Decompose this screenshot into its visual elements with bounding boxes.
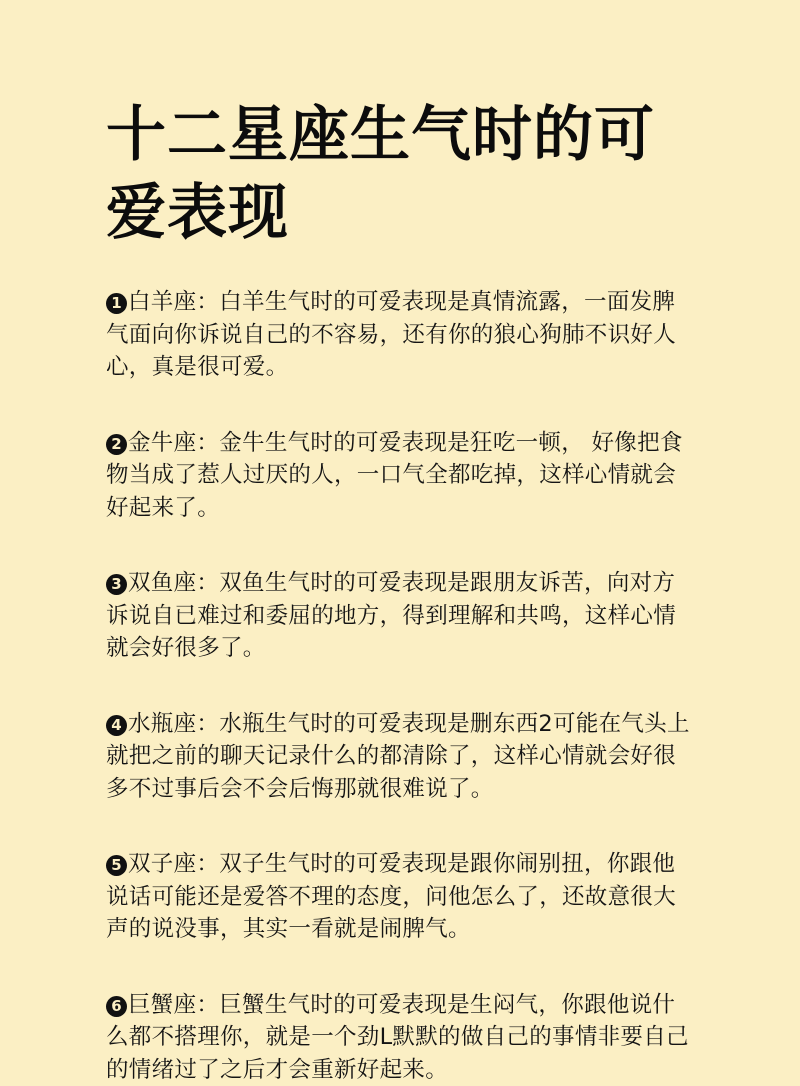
sign-name: 白羊座 (128, 289, 196, 315)
entry-aries: 1 白羊座：白羊生气时的可爱表现是真情流露，一面发脾气面向你诉说自己的不容易，还有你的狼心狗肺不识好人心，真是很可爱。 (106, 286, 690, 384)
entry-text: 金牛生气时的可爱表现是狂吃一顿， 好像把食物当成了惹人过厌的人，一口气全都吃掉，这样心情就会好起来了。 (106, 430, 683, 521)
number-badge: 2 (106, 434, 127, 455)
entry-text: 水瓶生气时的可爱表现是删东西2可能在气头上就把之前的聊天记录什么的都清除了，这样心情就会好很多不过事后会不会后悔那就很难说了。 (106, 711, 690, 802)
entry-text: 双子生气时的可爱表现是跟你闹别扭，你跟他说话可能还是爱答不理的态度，问他怎么了，还故意很大声的说没事，其实一看就是闹脾气。 (106, 851, 676, 942)
number-badge: 1 (106, 293, 127, 314)
sign-name: 巨蟹座 (128, 992, 196, 1018)
entry-cancer: 6 巨蟹座：巨蟹生气时的可爱表现是生闷气，你跟他说什么都不搭理你，就是一个劲L默默的做自己的事情非要自己的情绪过了之后才会重新好起来。 (106, 989, 690, 1086)
sign-name: 金牛座 (128, 430, 196, 456)
number-badge: 4 (106, 715, 127, 736)
entry-pisces: 3 双鱼座：双鱼生气时的可爱表现是跟朋友诉苦，向对方诉说自已难过和委屈的地方，得到理解和共鸣，这样心情就会好很多了。 (106, 567, 690, 665)
entry-taurus: 2 金牛座：金牛生气时的可爱表现是狂吃一顿， 好像把食物当成了惹人过厌的人，一口气全都吃掉，这样心情就会好起来了。 (106, 427, 690, 525)
sign-name: 水瓶座 (128, 711, 196, 737)
number-badge: 6 (106, 996, 127, 1017)
entry-text: 双鱼生气时的可爱表现是跟朋友诉苦，向对方诉说自已难过和委屈的地方，得到理解和共鸣，这样心情就会好很多了。 (106, 570, 676, 661)
sign-name: 双子座 (128, 851, 196, 877)
number-badge: 3 (106, 574, 127, 595)
entry-text: 巨蟹生气时的可爱表现是生闷气，你跟他说什么都不搭理你，就是一个劲L默默的做自己的事情非要自己的情绪过了之后才会重新好起来。 (106, 992, 689, 1083)
entry-gemini: 5 双子座：双子生气时的可爱表现是跟你闹别扭，你跟他说话可能还是爱答不理的态度，问他怎么了，还故意很大声的说没事，其实一看就是闹脾气。 (106, 848, 690, 946)
entry-text: 白羊生气时的可爱表现是真情流露，一面发脾气面向你诉说自己的不容易，还有你的狼心狗肺不识好人心，真是很可爱。 (106, 289, 676, 380)
page-title: 十二星座生气时的可爱表现 (106, 96, 690, 252)
entry-aquarius: 4 水瓶座：水瓶生气时的可爱表现是删东西2可能在气头上就把之前的聊天记录什么的都清除了，这样心情就会好很多不过事后会不会后悔那就很难说了。 (106, 708, 690, 806)
number-badge: 5 (106, 855, 127, 876)
entry-list (106, 286, 690, 1086)
sign-name: 双鱼座 (128, 570, 196, 596)
